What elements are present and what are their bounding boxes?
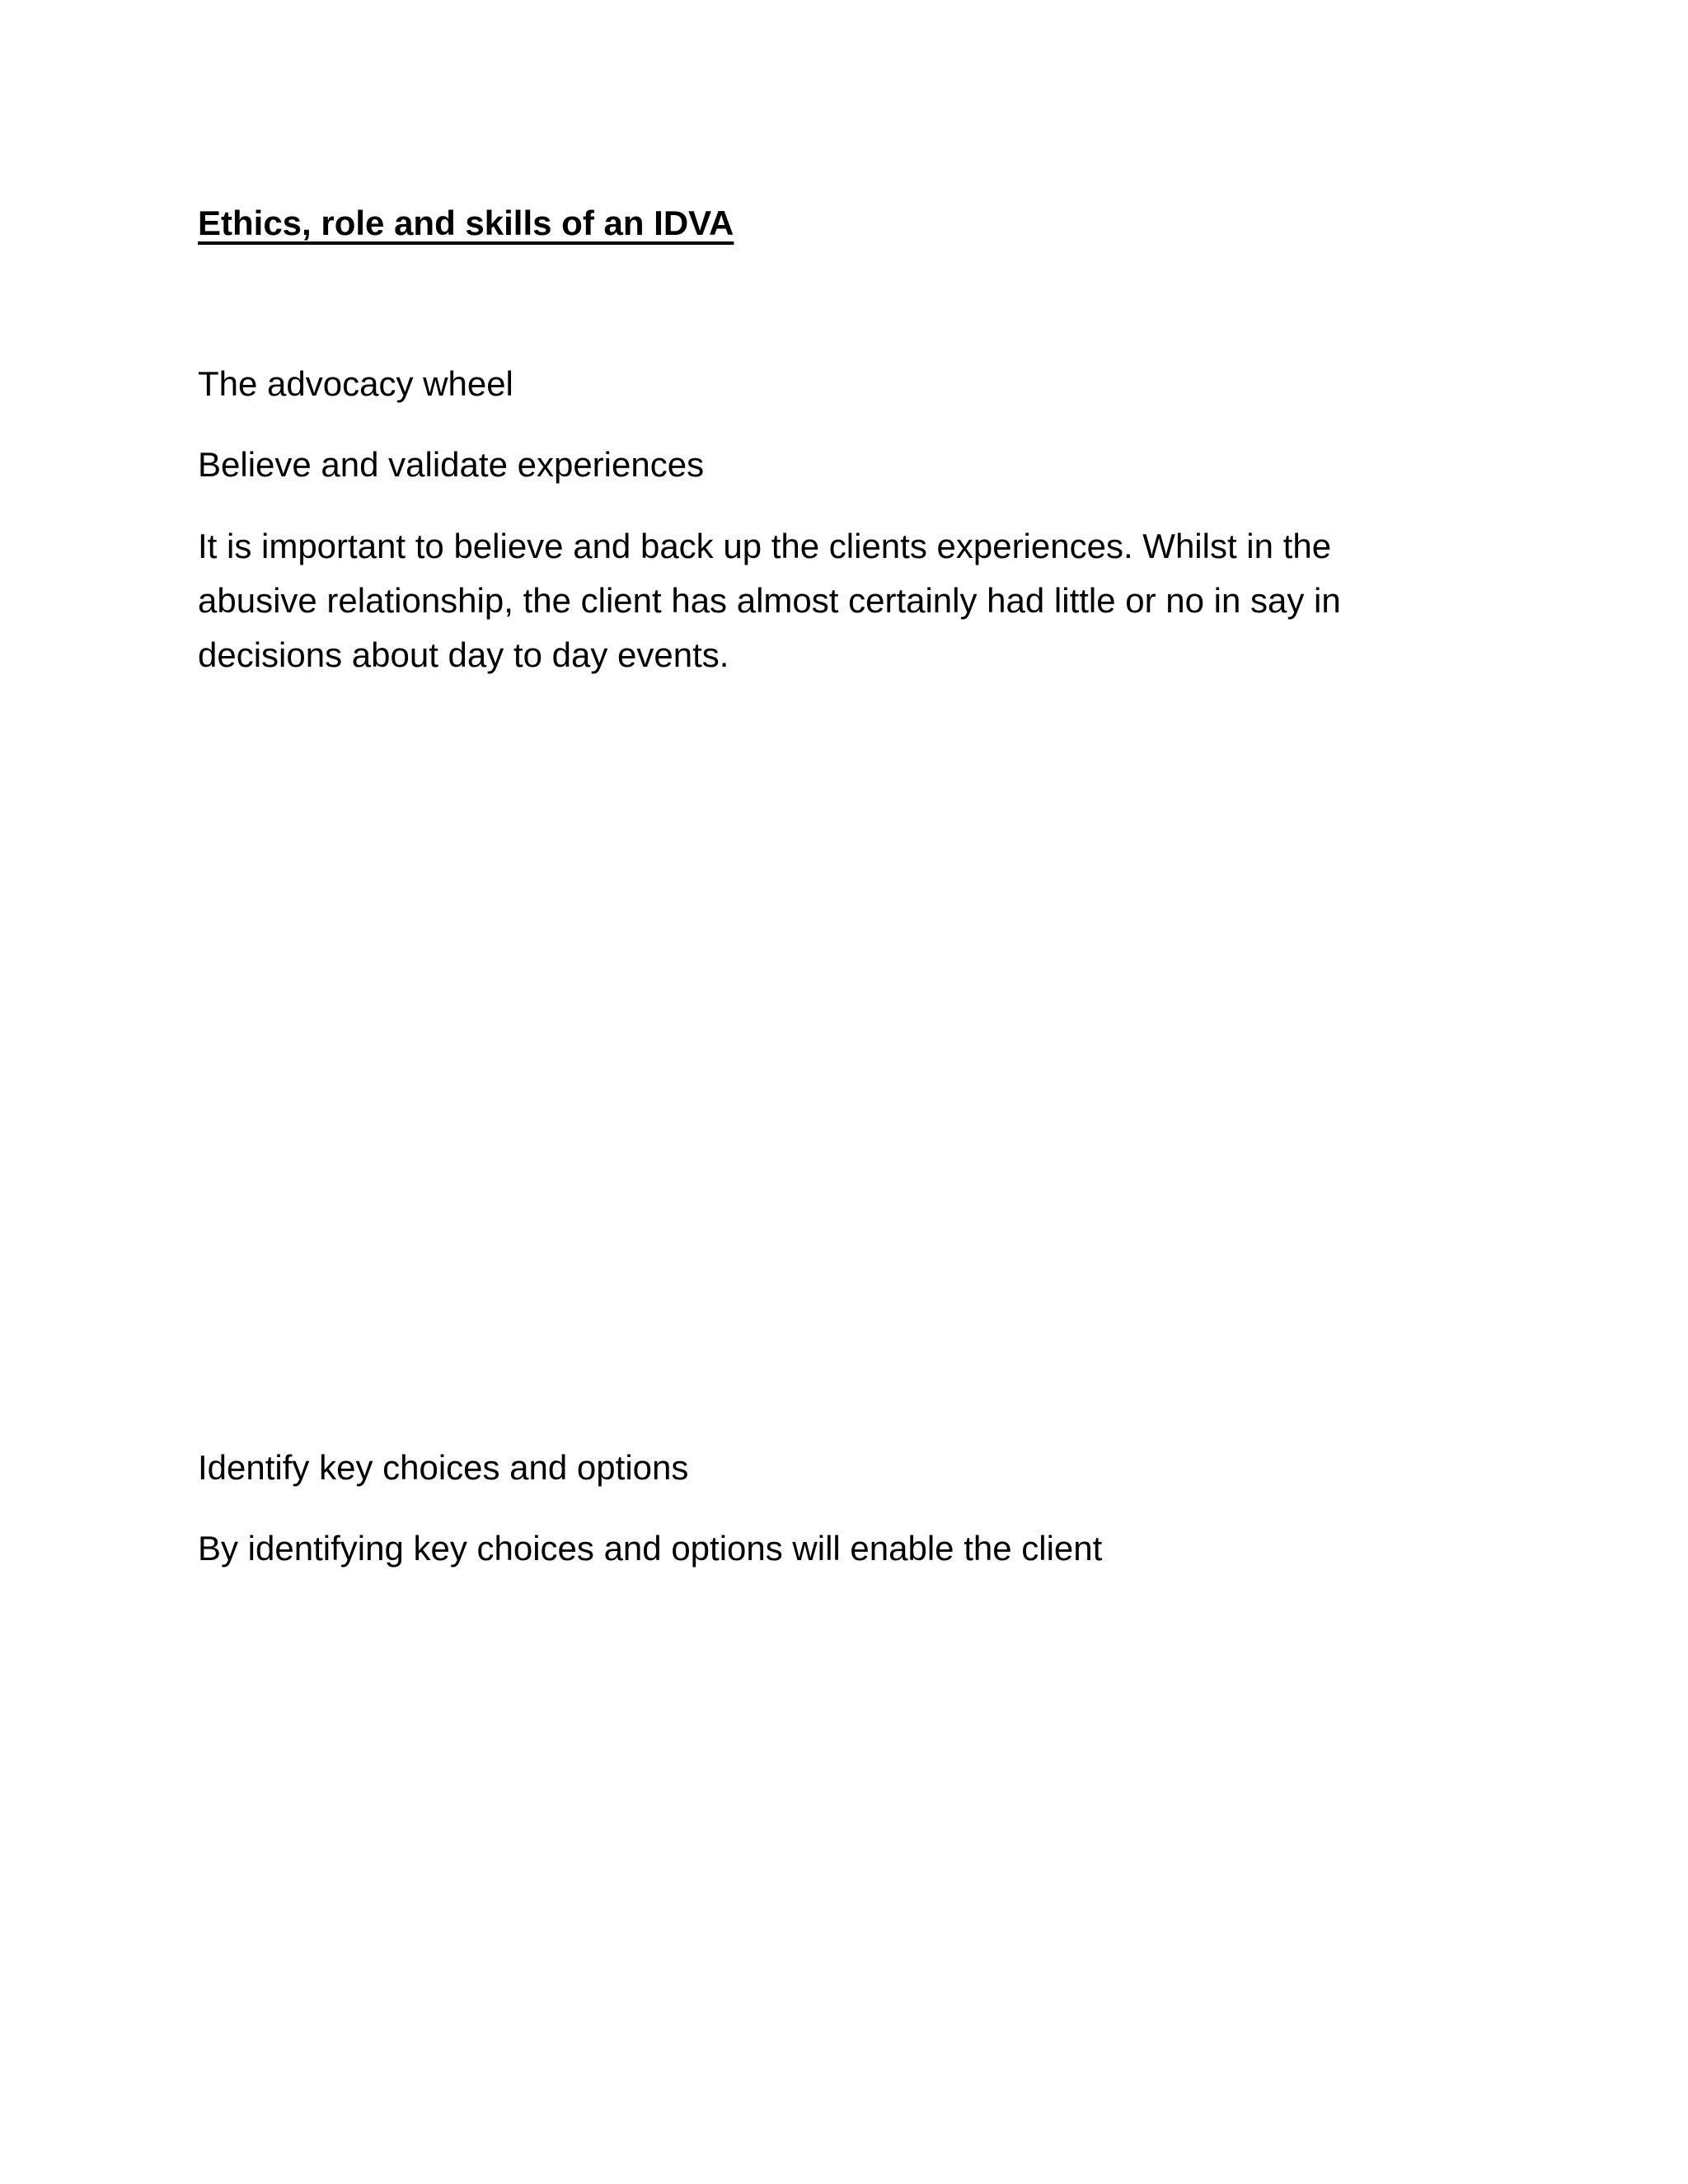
document-title: Ethics, role and skills of an IDVA bbox=[198, 204, 734, 242]
section-heading-key-choices: Identify key choices and options bbox=[198, 1448, 689, 1487]
section-heading-advocacy-wheel: The advocacy wheel bbox=[198, 364, 513, 403]
section-paragraph-key-choices: By identifying key choices and options will enable the client bbox=[198, 1529, 1103, 1568]
section-heading-believe-validate: Believe and validate experiences bbox=[198, 445, 705, 484]
section-paragraph-believe-validate: It is important to believe and back up the clients experiences. Whilst in the abusive relationship, the client has almost certainly had little or no in say in decisions about day to day events. bbox=[198, 527, 1341, 674]
